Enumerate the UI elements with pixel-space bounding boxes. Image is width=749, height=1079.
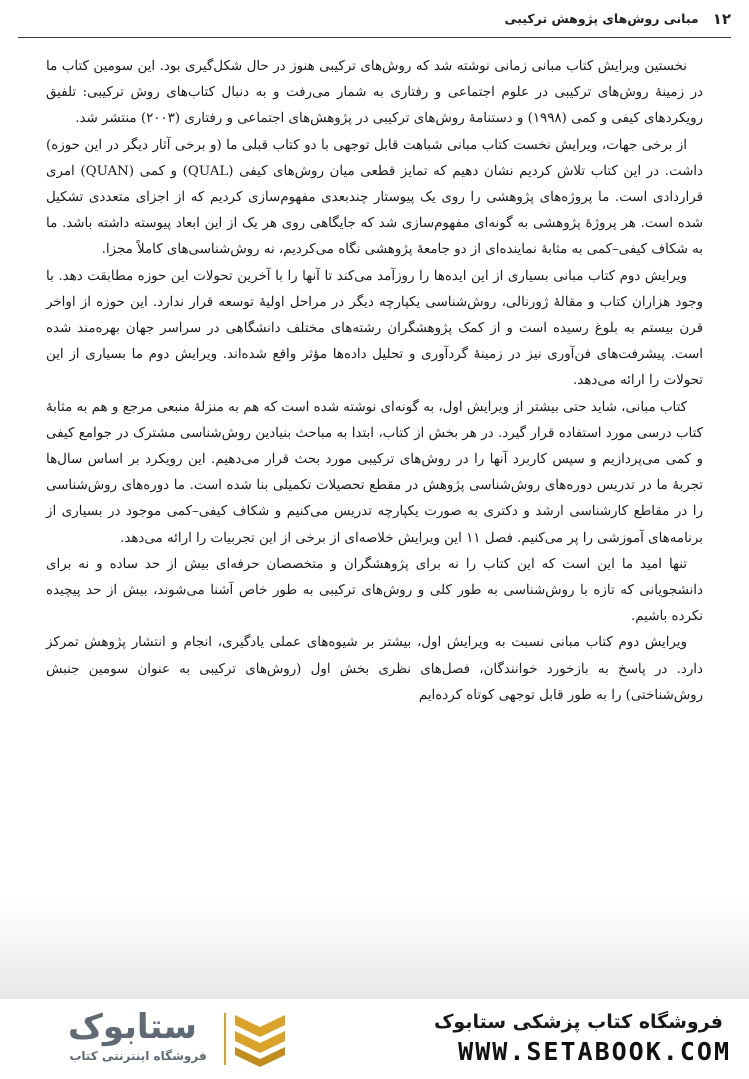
logo-divider — [224, 1013, 226, 1065]
logo-wordmark: ستابوک — [68, 1007, 197, 1047]
paragraph-1: نخستین ویرایش کتاب مبانی زمانی نوشته شد که روش‌های ترکیبی هنوز در حال شکل‌گیری بود. این سومین کتاب ما در زمینهٔ روش‌های ترکیبی در علوم اجتماعی و رفتاری به شمار می‌رفت و به دنبال کتاب‌های روش ترکیبی: تلفیق رویکردهای کیفی و کمی (۱۹۹۸) و دستنامهٔ روش‌های ترکیبی در پژوهش‌های اجتماعی و رفتاری (۲۰۰۳) منتشر شد. — [46, 59, 703, 127]
paragraph-2: از برخی جهات، ویرایش نخست کتاب مبانی شباهت قابل توجهی با دو کتاب قبلی ما (و برخی آثار دیگر در این حوزه) داشت. در این کتاب تلاش کردیم نشان دهیم که تمایز قطعی میان روش‌های کیفی (QUAL) و کمی (QUAN) امری قراردادی است. ما پروژه‌های پژوهشی را روی یک پیوستار چندبعدی مفهوم‌سازی کردیم که از اجزای متعددی تشکیل شده است. هر پروژهٔ پژوهشی به گونه‌ای مفهوم‌سازی شد که جایگاهی روی هر یک از این ابعاد پیوسته داشته باشد. ما به شکاف کیفی–کمی به مثابهٔ نماینده‌ای از دو جامعهٔ پژوهشی نگاه می‌کردیم، نه روش‌شناسی‌های کاملاً مجزا. — [46, 137, 703, 258]
paragraph-6: ویرایش دوم کتاب مبانی نسبت به ویرایش اول، بیشتر بر شیوه‌های عملی یادگیری، انجام و انتشار پژوهش تمرکز دارد. در پاسخ به بازخورد خوانندگان، فصل‌های نظری بخش اول (روش‌های ترکیبی به عنوان سومین جنبش روش‌شناختی) را به طور قابل توجهی کوتاه کرده‌ایم — [46, 635, 703, 703]
paragraph-3: ویرایش دوم کتاب مبانی بسیاری از این ایده‌ها را روزآمد می‌کند تا آنها را با آخرین تحولات این حوزه مطابقت دهد. با وجود هزاران کتاب و مقالهٔ ژورنالی، روش‌شناسی یکپارچه دیگر در مراحل اولیهٔ توسعه قرار ندارد. این حوزه از اواخر قرن بیستم به بلوغ رسیده است و از کمک پژوهشگران رشته‌های مختلف دانشگاهی در سراسر جهان بهره‌مند شده است. پیشرفت‌های فن‌آوری نیز در زمینهٔ گردآوری و تحلیل داده‌ها مؤثر واقع شده‌اند. ویرایش دوم ما بسیاری از این تحولات را ارائه می‌دهد. — [46, 268, 703, 389]
shop-url[interactable]: WWW.SETABOOK.COM — [458, 1037, 731, 1066]
watermark-footer — [0, 998, 749, 1079]
body-text — [46, 54, 703, 709]
preview-fade-overlay — [0, 900, 749, 1000]
paragraph-5: تنها امید ما این است که این کتاب را نه برای پژوهشگران و متخصصان حرفه‌ای بیش از حد ساده و نه برای دانشجویانی که تازه با روش‌شناسی به طور کلی و روش‌های ترکیبی به طور خاص آشنا می‌شوند، بیش از حد پیچیده نکرده باشیم. — [46, 556, 703, 625]
shop-name: فروشگاه کتاب پزشکی ستابوک — [433, 1011, 723, 1033]
running-title: مبانی روش‌های پژوهش ترکیبی — [504, 11, 699, 26]
book-stack-icon — [231, 1005, 289, 1069]
page-number: ۱۲ — [712, 9, 731, 28]
header-divider — [18, 37, 731, 38]
setabook-logo[interactable] — [28, 1005, 293, 1075]
paragraph-4: کتاب مبانی، شاید حتی بیشتر از ویرایش اول، به گونه‌ای نوشته شده است که هم به منزلهٔ منبعی مرجع و هم به مثابهٔ کتاب درسی مورد استفاده قرار گیرد. در هر بخش از کتاب، ابتدا به مباحث بنیادین روش‌شناسی مشترک در جوامع کیفی و کمی می‌پردازیم و سپس کاربرد آنها را در روش‌های ترکیبی مورد بحث قرار می‌دهیم. این رویکرد بر اساس سال‌ها تجربهٔ ما در تدریس دوره‌های روش‌شناسی پژوهش در مقطع تحصیلات تکمیلی بنا شده است. ما دوره‌های روش‌شناسی را در مقاطع کارشناسی ارشد و دکتری به صورت یکپارچه تدریس می‌کنیم و شکاف کیفی–کمی موجود در بسیاری از برنامه‌های آموزشی را پر می‌کنیم. فصل ۱۱ این ویرایش خلاصه‌ای از برخی از این تجربیات را ارائه می‌دهد. — [46, 399, 703, 546]
logo-tagline: فروشگاه اینترنتی کتاب — [69, 1049, 207, 1063]
running-head — [0, 0, 749, 37]
